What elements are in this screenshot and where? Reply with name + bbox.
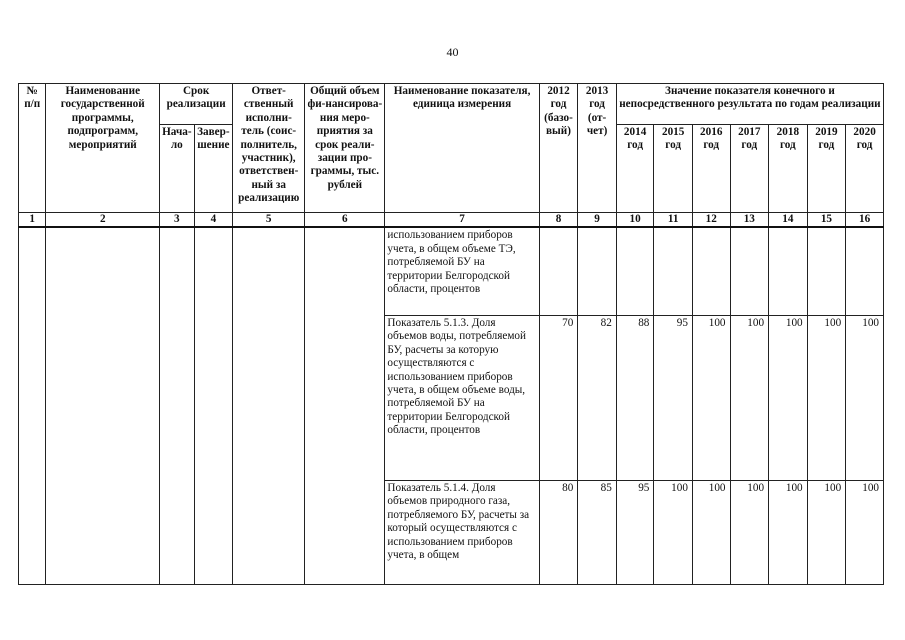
header-year-2018: 2018 год (769, 125, 808, 213)
header-year-2019: 2019 год (807, 125, 846, 213)
column-number: 8 (539, 213, 578, 228)
cell-program-name (46, 227, 160, 584)
value-2018: 100 (769, 315, 808, 480)
header-number: № п/п (19, 84, 46, 213)
value-2013 (578, 227, 617, 315)
value-2012 (539, 227, 578, 315)
header-2013: 2013 год (от-чет) (578, 84, 617, 213)
value-2018: 100 (769, 480, 808, 584)
column-number: 12 (692, 213, 730, 228)
cell-number (19, 227, 46, 584)
indicator-text: Показатель 5.1.3. Доля объемов воды, потребляемой БУ, расчеты за которую осуществляются с использованием приборов учета, в общем объеме воды, потребляемой БУ на территории Белгородской области, процентов (385, 315, 539, 480)
value-2014 (616, 227, 654, 315)
value-2020: 100 (846, 315, 884, 480)
header-indicator-name: Наименование показателя, единица измерения (385, 84, 539, 213)
indicator-text: Показатель 5.1.4. Доля объемов природного газа, потребляемого БУ, расчеты за который осуществляются с использованием приборов учета, в общем (385, 480, 539, 584)
header-end: Завер-шение (194, 125, 233, 213)
header-year-2014: 2014 год (616, 125, 654, 213)
indicators-table (18, 83, 884, 585)
value-2018 (769, 227, 808, 315)
value-2016: 100 (692, 315, 730, 480)
value-2014: 88 (616, 315, 654, 480)
header-year-2016: 2016 год (692, 125, 730, 213)
value-2017 (730, 227, 769, 315)
header-start: Нача-ло (160, 125, 195, 213)
value-2019: 100 (807, 480, 846, 584)
value-2013: 85 (578, 480, 617, 584)
cell-responsible (233, 227, 305, 584)
column-number: 11 (654, 213, 693, 228)
column-number: 4 (194, 213, 233, 228)
column-number: 14 (769, 213, 808, 228)
column-number: 7 (385, 213, 539, 228)
value-2017: 100 (730, 315, 769, 480)
header-values-by-year: Значение показателя конечного и непосредственного результата по годам реализации (616, 84, 883, 125)
indicator-text: использованием приборов учета, в общем объеме ТЭ, потребляемой БУ на территории Белгородской области, процентов (385, 227, 539, 315)
column-number: 9 (578, 213, 617, 228)
cell-start (160, 227, 195, 584)
header-year-2020: 2020 год (846, 125, 884, 213)
column-number: 3 (160, 213, 195, 228)
column-number: 15 (807, 213, 846, 228)
value-2014: 95 (616, 480, 654, 584)
value-2013: 82 (578, 315, 617, 480)
value-2012: 70 (539, 315, 578, 480)
header-2012: 2012 год (базо-вый) (539, 84, 578, 213)
header-financing: Общий объем фи-нансирова-ния меро-приятия за срок реали-зации про-граммы, тыс. рублей (305, 84, 385, 213)
value-2016: 100 (692, 480, 730, 584)
column-number: 16 (846, 213, 884, 228)
table-row (19, 227, 884, 315)
header-year-2017: 2017 год (730, 125, 769, 213)
value-2016 (692, 227, 730, 315)
header-responsible: Ответ-ственный исполни-тель (соис-полнитель, участник), ответствен-ный за реализацию (233, 84, 305, 213)
header-year-2015: 2015 год (654, 125, 693, 213)
cell-financing (305, 227, 385, 584)
column-number: 13 (730, 213, 769, 228)
column-number: 1 (19, 213, 46, 228)
value-2012: 80 (539, 480, 578, 584)
value-2020 (846, 227, 884, 315)
value-2019 (807, 227, 846, 315)
header-term: Срок реализации (160, 84, 233, 125)
value-2015 (654, 227, 693, 315)
value-2019: 100 (807, 315, 846, 480)
column-number: 10 (616, 213, 654, 228)
column-number: 6 (305, 213, 385, 228)
page-number: 40 (446, 45, 459, 59)
value-2015: 95 (654, 315, 693, 480)
header-program-name: Наименование государственной программы, подпрограмм, мероприятий (46, 84, 160, 213)
value-2017: 100 (730, 480, 769, 584)
value-2015: 100 (654, 480, 693, 584)
column-numbers-row (19, 213, 884, 228)
cell-end (194, 227, 233, 584)
column-number: 2 (46, 213, 160, 228)
column-number: 5 (233, 213, 305, 228)
value-2020: 100 (846, 480, 884, 584)
